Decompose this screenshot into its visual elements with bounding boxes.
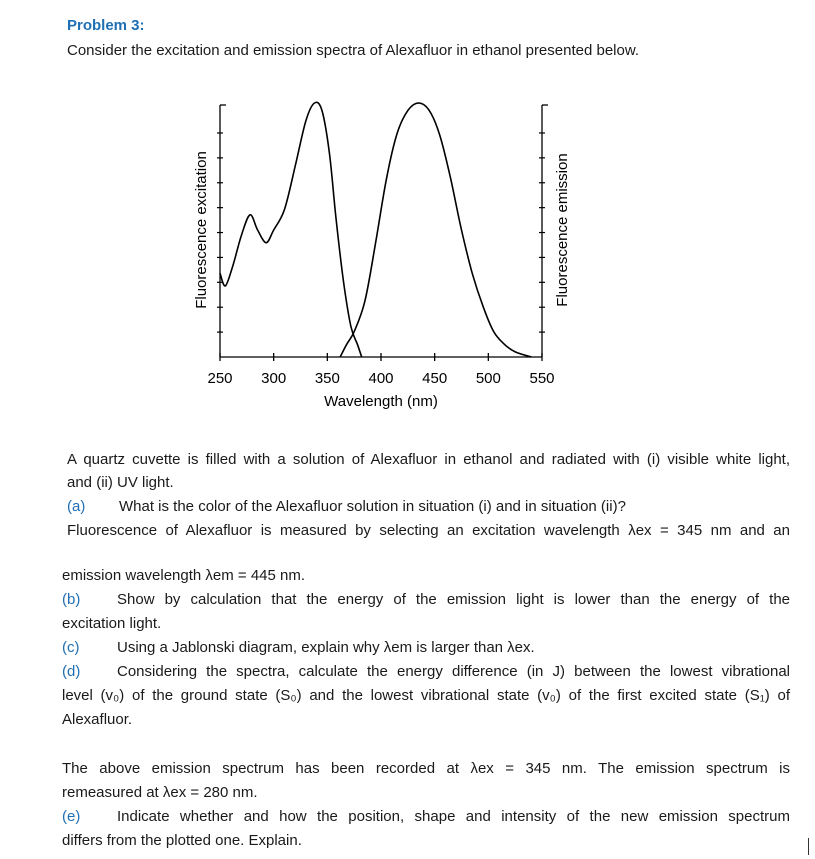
question-e-tag: (e) <box>62 808 81 825</box>
x-tick-label: 400 <box>368 370 394 387</box>
question-d-line-2-wrap <box>62 686 790 706</box>
question-e-line-1: Indicate whether and how the position, shape and intensity of the new emission spectrum <box>117 808 790 825</box>
excitation-axis <box>217 105 226 357</box>
p2-line-1: Fluorescence of Alexafluor is measured by selecting an excitation wavelength λex = 345 nm and an <box>67 522 790 539</box>
text-cursor <box>808 838 809 855</box>
p3-line-2: remeasured at λex = 280 nm. <box>62 784 258 801</box>
question-a <box>67 497 626 517</box>
question-c <box>62 638 535 658</box>
paragraph-2-line-1 <box>67 521 790 541</box>
paragraph-1-line-1 <box>67 450 790 470</box>
p2-line-2: emission wavelength λem = 445 nm. <box>62 567 306 584</box>
excitation-curve <box>220 102 362 357</box>
x-tick-label: 550 <box>529 370 555 387</box>
y-axis-title-emission: Fluorescence emission <box>554 153 571 307</box>
question-a-text: What is the color of the Alexafluor solution in situation (i) and in situation (ii)? <box>119 498 626 515</box>
question-b <box>62 590 790 610</box>
question-b-tag: (b) <box>62 591 81 608</box>
question-e-line-2: differs from the plotted one. Explain. <box>62 832 302 849</box>
question-d-line-3: Alexafluor. <box>62 711 133 728</box>
x-axis-title: Wavelength (nm) <box>324 393 438 410</box>
p1-line-2: and (ii) UV light. <box>67 474 174 491</box>
question-d-line-1: Considering the spectra, calculate the energy difference (in J) between the lowest vibrational <box>117 663 790 680</box>
p1-line-1: A quartz cuvette is filled with a solution of Alexafluor in ethanol and radiated with (i) visible white light, <box>67 451 790 468</box>
question-c-tag: (c) <box>62 639 80 656</box>
y-axis-title-excitation: Fluorescence excitation <box>193 151 210 309</box>
x-tick-label: 450 <box>422 370 448 387</box>
x-tick-label: 500 <box>475 370 501 387</box>
question-a-tag: (a) <box>67 498 86 515</box>
question-d-line-2: level (v₀) of the ground state (S₀) and the lowest vibrational state (v₀) of the first excited state (S₁) of <box>62 687 790 704</box>
question-b-line-2: excitation light. <box>62 615 162 632</box>
x-tick-label: 350 <box>314 370 340 387</box>
p3-line-1: The above emission spectrum has been recorded at λex = 345 nm. The emission spectrum is <box>62 760 790 777</box>
emission-axis <box>539 105 548 357</box>
problem-title: Problem 3: <box>67 17 145 34</box>
question-d-tag: (d) <box>62 663 81 680</box>
x-tick-label: 250 <box>207 370 233 387</box>
x-tick-label: 300 <box>261 370 287 387</box>
question-c-text: Using a Jablonski diagram, explain why λem is larger than λex. <box>117 639 535 656</box>
problem-intro: Consider the excitation and emission spectra of Alexafluor in ethanol presented below. <box>67 42 640 59</box>
paragraph-3-line-1 <box>62 759 790 779</box>
question-d <box>62 662 790 682</box>
emission-curve <box>340 103 531 357</box>
question-b-line-1: Show by calculation that the energy of the emission light is lower than the energy of the <box>117 591 790 608</box>
question-e <box>62 807 790 827</box>
